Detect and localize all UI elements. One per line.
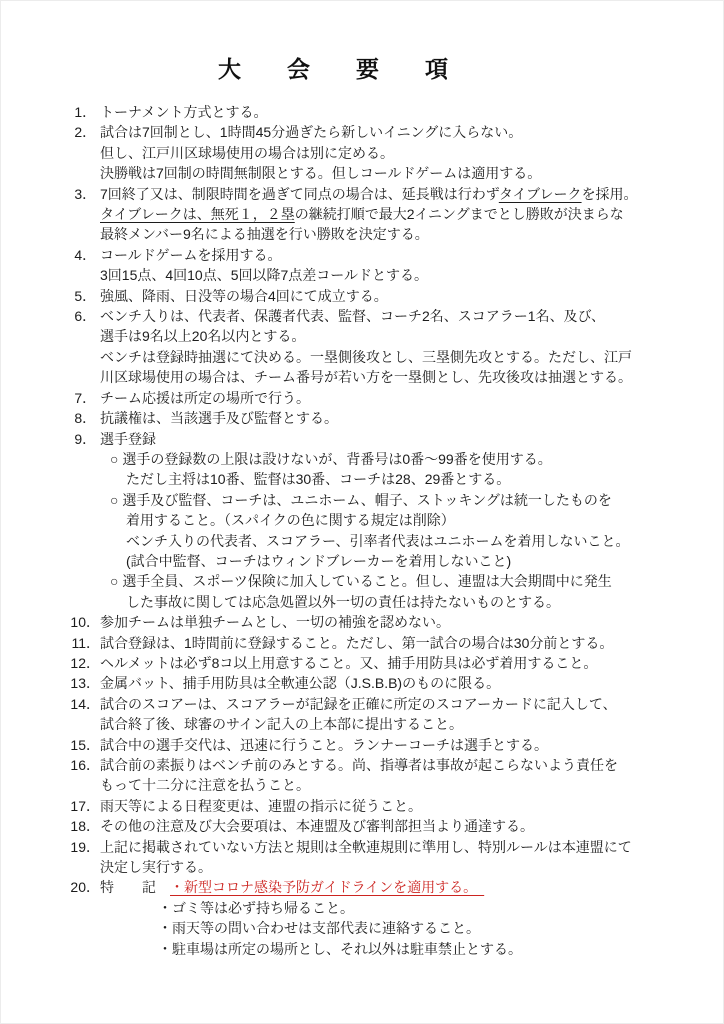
- rule-text: ・駐車場は所定の場所とし、それ以外は駐車禁止とする。: [158, 940, 522, 957]
- rule-line: [70, 877, 666, 897]
- rule-line: [100, 510, 666, 530]
- rule-text: 決定し実行する。: [100, 859, 212, 876]
- rule-number: 18．: [70, 818, 100, 835]
- rule-text: 特 記: [100, 879, 170, 896]
- rule-item-18: [70, 816, 666, 836]
- rule-text: 選手登録: [100, 430, 156, 447]
- rule-item-14: [70, 694, 666, 735]
- rule-line: [74, 286, 666, 306]
- rule-text: 選手は9名以上20名以内とする。: [100, 328, 306, 345]
- rule-text: ベンチは登録時抽選にて決める。一塁側後攻とし、三塁側先攻とする。ただし、江戸: [100, 348, 632, 365]
- rule-text: 試合中の選手交代は、迅速に行うこと。ランナーコーチは選手とする。: [100, 736, 548, 753]
- rule-item-6: [74, 306, 666, 388]
- rule-number: 14．: [70, 695, 100, 712]
- rule-text: の継続打順で最大2イニングまでとし勝敗が決まらな: [294, 206, 624, 223]
- rule-item-5: [74, 286, 666, 306]
- rule-number: 5．: [74, 287, 100, 304]
- rule-number: 8．: [74, 410, 100, 427]
- rule-line: [100, 367, 666, 387]
- rule-text: した事故に関しては応急処置以外一切の責任は持たないものとする。: [126, 593, 560, 610]
- rule-line: [74, 184, 666, 204]
- rule-text: ・雨天等の問い合わせは支部代表に連絡すること。: [158, 920, 480, 937]
- rule-number: 9．: [74, 430, 100, 447]
- rule-line: [100, 449, 666, 469]
- rule-number: 19．: [70, 838, 100, 855]
- underlined-rule-text: タイブレークは、無死１，２塁: [100, 206, 295, 223]
- rule-line: [100, 204, 666, 224]
- rule-line: [74, 245, 666, 265]
- rule-line: [70, 694, 666, 714]
- rule-text: もって十二分に注意を払うこと。: [100, 777, 310, 794]
- rule-text: 但し、江戸川区球場使用の場合は別に定める。: [100, 144, 394, 161]
- rule-item-4: [74, 245, 666, 286]
- rule-text: ただし主将は10番、監督は30番、コーチは28、29番とする。: [126, 471, 511, 488]
- rule-number: 11．: [71, 634, 100, 651]
- rule-number: 1．: [74, 104, 100, 120]
- rules-list: [70, 102, 666, 959]
- rule-text: ○ 選手及び監督、コーチは、ユニホーム、帽子、ストッキングは統一したものを: [110, 491, 612, 508]
- rule-item-20: [70, 877, 666, 959]
- rule-text: チーム応援は所定の場所で行う。: [100, 389, 310, 406]
- rule-line: [74, 122, 666, 142]
- rule-text: 強風、降雨、日没等の場合4回にて成立する。: [100, 287, 388, 304]
- rule-line: [70, 816, 666, 836]
- rule-item-16: [70, 755, 666, 796]
- rule-line: [100, 775, 666, 795]
- rule-text: 決勝戦は7回制の時間無制限とする。但しコールドゲームは適用する。: [100, 165, 542, 182]
- rule-item-15: [70, 735, 666, 755]
- document-title: 大 会 要 項: [218, 56, 448, 82]
- rule-item-8: [74, 408, 666, 428]
- rule-item-10: [70, 612, 666, 632]
- rule-text: 雨天等による日程変更は、連盟の指示に従うこと。: [100, 797, 422, 814]
- rule-item-19: [70, 837, 666, 878]
- rule-text: ベンチ入りの代表者、スコアラー、引率者代表はユニホームを着用しないこと。: [126, 532, 630, 549]
- rule-number: 4．: [74, 246, 100, 263]
- rule-text: 7回終了又は、制限時間を過ぎて同点の場合は、延長戦は行わず: [100, 185, 499, 202]
- rule-item-17: [70, 796, 666, 816]
- rule-text: (試合中監督、コーチはウィンドブレーカーを着用しないこと): [126, 552, 512, 569]
- rule-line: [100, 265, 666, 285]
- rule-line: [100, 326, 666, 346]
- rule-line: [100, 531, 666, 551]
- rule-text: トーナメント方式とする。: [100, 104, 268, 120]
- rule-number: 17．: [70, 797, 100, 814]
- rule-line: [100, 469, 666, 489]
- rule-number: 15．: [70, 736, 100, 753]
- rule-line: [70, 612, 666, 632]
- rule-item-13: [70, 673, 666, 693]
- rule-item-3: [74, 184, 666, 245]
- rule-line: [100, 714, 666, 734]
- rule-line: [100, 224, 666, 244]
- rule-line: [100, 918, 666, 938]
- rule-text: 最終メンバー9名による抽選を行い勝敗を決定する。: [100, 226, 429, 243]
- rule-line: [70, 735, 666, 755]
- rule-number: 20．: [70, 879, 100, 896]
- rule-text: 川区球場使用の場合は、チーム番号が若い方を一塁側とし、先攻後攻は抽選とする。: [100, 369, 632, 386]
- rule-number: 16．: [70, 757, 100, 773]
- rule-number: 13．: [70, 675, 100, 692]
- rule-line: [100, 163, 666, 183]
- underlined-rule-text: タイブレーク: [498, 185, 582, 202]
- rule-line: [70, 653, 666, 673]
- rule-line: [100, 592, 666, 612]
- rule-text: コールドゲームを採用する。: [100, 246, 282, 263]
- rule-text: 試合は7回制とし、1時間45分過ぎたら新しいイニングに入らない。: [100, 124, 523, 141]
- rule-line: [74, 102, 666, 122]
- rule-text: 3回15点、4回10点、5回以降7点差コールドとする。: [100, 267, 429, 284]
- rule-text: その他の注意及び大会要項は、本連盟及び審判部担当より通達する。: [100, 818, 534, 835]
- rule-text: 参加チームは単独チームとし、一切の補強を認めない。: [100, 614, 450, 631]
- rule-item-11: [71, 633, 666, 653]
- rule-line: [70, 755, 666, 775]
- rule-line: [74, 429, 666, 449]
- rule-line: [100, 939, 666, 959]
- rule-number: 7．: [74, 389, 100, 406]
- rule-line: [74, 408, 666, 428]
- rule-line: [74, 388, 666, 408]
- covid-guideline-highlight: ・新型コロナ感染予防ガイドラインを適用する。: [170, 879, 485, 896]
- rule-line: [100, 551, 666, 571]
- rule-line: [100, 898, 666, 918]
- rule-line: [70, 796, 666, 816]
- rule-text: ベンチ入りは、代表者、保護者代表、監督、コーチ2名、スコアラー1名、及び、: [100, 308, 606, 325]
- rule-text: 上記に掲載されていない方法と規則は全軟連規則に準用し、特別ルールは本連盟にて: [100, 838, 632, 855]
- rule-line: [71, 633, 666, 653]
- rule-text: 金属バット、捕手用防具は全軟連公認（J.S.B.B)のものに限る。: [100, 675, 501, 692]
- rule-text: 抗議権は、当該選手及び監督とする。: [100, 410, 338, 427]
- rule-line: [100, 143, 666, 163]
- rule-number: 2．: [74, 124, 100, 141]
- rule-line: [70, 673, 666, 693]
- rule-text: 試合のスコアーは、スコアラーが記録を正確に所定のスコアーカードに記入して、: [100, 695, 617, 712]
- rule-text: 着用すること。（スパイクの色に関する規定は削除）: [126, 512, 455, 529]
- rule-line: [100, 857, 666, 877]
- rule-item-9: [74, 429, 666, 613]
- rule-item-1: [74, 102, 666, 122]
- rule-text: ヘルメットは必ず8コ以上用意すること。又、捕手用防具は必ず着用すること。: [100, 654, 598, 671]
- rule-item-7: [74, 388, 666, 408]
- rule-text: ・ゴミ等は必ず持ち帰ること。: [158, 899, 354, 916]
- rule-item-12: [70, 653, 666, 673]
- rule-line: [100, 571, 666, 591]
- rule-line: [74, 306, 666, 326]
- rule-text: 試合登録は、1時間前に登録すること。ただし、第一試合の場合は30分前とする。: [100, 634, 614, 651]
- rule-number: 12．: [70, 654, 100, 671]
- rule-line: [100, 490, 666, 510]
- rule-text: 試合終了後、球審のサイン記入の上本部に提出すること。: [100, 716, 464, 733]
- rule-line: [100, 347, 666, 367]
- rule-text: ○ 選手の登録数の上限は設けないが、背番号は0番～99番を使用する。: [110, 450, 552, 467]
- rule-number: 6．: [74, 308, 100, 325]
- rule-text: を採用。: [581, 185, 638, 202]
- rule-text: 試合前の素振りはベンチ前のみとする。尚、指導者は事故が起こらないよう責任を: [100, 757, 618, 773]
- rule-item-2: [74, 122, 666, 183]
- rule-number: 10．: [70, 614, 100, 631]
- rule-number: 3．: [74, 185, 100, 202]
- rule-line: [70, 837, 666, 857]
- rule-text: ○ 選手全員、スポーツ保険に加入していること。但し、連盟は大会期間中に発生: [110, 573, 612, 590]
